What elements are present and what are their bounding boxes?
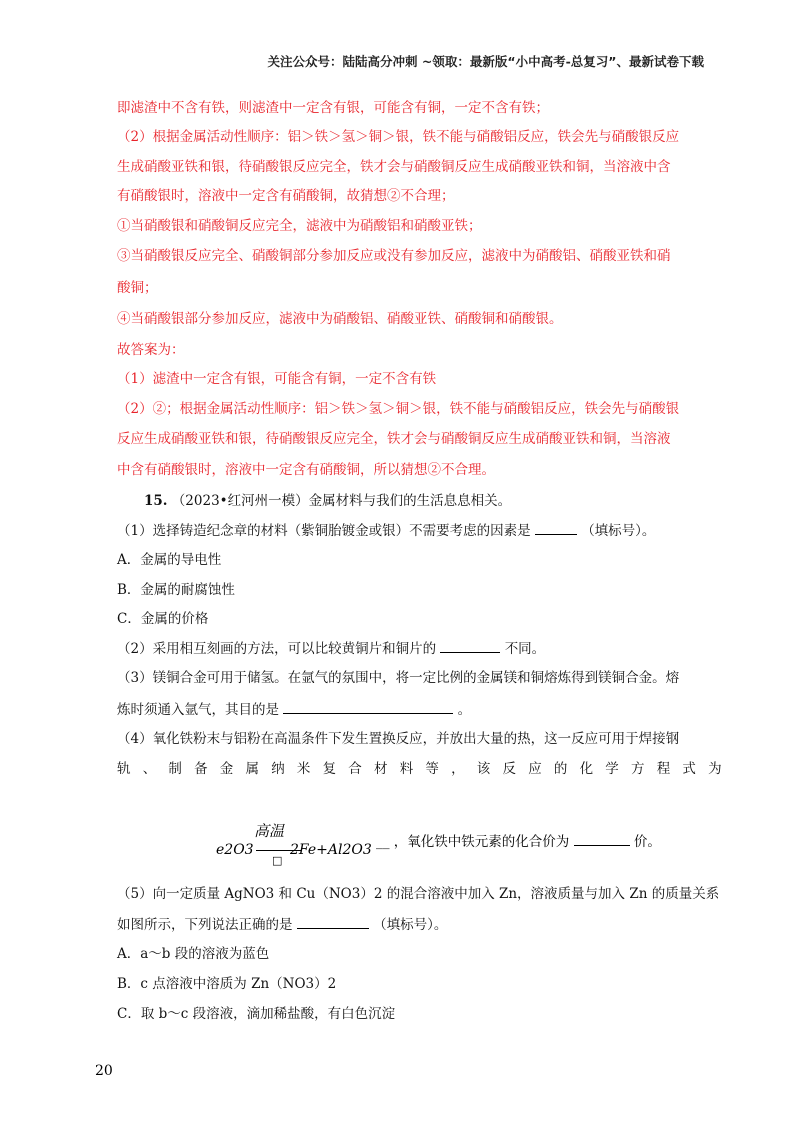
answer-blank[interactable] xyxy=(574,831,630,846)
question-part-2 xyxy=(117,638,545,659)
answer-blank[interactable] xyxy=(535,520,577,535)
answer-line: （2）根据金属活动性顺序：铝＞铁＞氢＞铜＞银，铁不能与硝酸铝反应，铁会先与硝酸银反应 xyxy=(117,129,680,145)
part-5b-text: 如图所示，下列说法正确的是 xyxy=(117,917,293,933)
valence-question xyxy=(376,830,661,850)
part-2-end: 不同。 xyxy=(504,641,546,657)
part-5b-end: （填标号）。 xyxy=(373,917,448,933)
answer-blank[interactable] xyxy=(283,699,453,714)
equation-products: 2Fe+Al2O3 xyxy=(290,842,372,858)
option-a: A．金属的导电性 xyxy=(117,552,222,568)
part-2-text: （2）采用相互刻画的方法，可以比较黄铜片和铜片的 xyxy=(117,641,437,657)
answer-line: 有硝酸银时，溶液中一定含有硝酸铜，故猜想②不合理； xyxy=(117,188,455,204)
question-part-5b xyxy=(117,914,447,935)
answer-line: ①当硝酸银和硝酸铜反应完全，滤液中为硝酸铝和硝酸亚铁； xyxy=(117,218,482,234)
valence-end: 价。 xyxy=(633,834,661,850)
question-part-3b xyxy=(117,699,471,720)
option-b: B．金属的耐腐蚀性 xyxy=(117,582,235,598)
answer-blank[interactable] xyxy=(440,638,500,653)
page-number: 20 xyxy=(95,1063,113,1079)
answer-line: 生成硝酸亚铁和银，待硝酸银反应完全，铁才会与硝酸铜反应生成硝酸亚铁和铜，当溶液中含 xyxy=(117,159,671,175)
answer-line: 酸铜； xyxy=(117,280,158,296)
option-5a: A．a～b 段的溶液为蓝色 xyxy=(117,946,270,962)
question-stem-text: （2023•红河州一模）金属材料与我们的生活息息相关。 xyxy=(171,493,512,509)
part-1-text: （1）选择铸造纪念章的材料（紫铜胎镀金或银）不需要考虑的因素是 xyxy=(117,523,531,539)
question-part-5a: （5）向一定质量 AgNO3 和 Cu（NO3）2 的混合溶液中加入 Zn，溶液质量与加入 Zn 的质量关系 xyxy=(117,886,720,902)
chemical-equation xyxy=(216,820,661,870)
reaction-condition: 高温 xyxy=(254,822,285,840)
valence-text: ，氧化铁中铁元素的化合价为 xyxy=(393,834,570,850)
question-part-1 xyxy=(117,520,655,541)
part-3b-text: 炼时须通入氩气，其目的是 xyxy=(117,702,279,718)
part-1-end: （填标号）。 xyxy=(581,523,656,539)
page-header: 关注公众号：陆陆高分冲刺 ~领取：最新版“小中高考-总复习”、最新试卷下载 xyxy=(267,54,704,69)
answer-line: （2）②；根据金属活动性顺序：铝＞铁＞氢＞铜＞银，铁不能与硝酸铝反应，铁会先与硝酸银 xyxy=(117,401,680,417)
question-number: 15. xyxy=(144,493,168,509)
question-part-4a: （4）氧化铁粉末与铝粉在高温条件下发生置换反应，并放出大量的热，这一反应可用于焊接钢 xyxy=(117,731,680,747)
answer-line: 中含有硝酸银时，溶液中一定含有硝酸铜，所以猜想②不合理。 xyxy=(117,462,495,478)
equation-blank[interactable]: __ xyxy=(376,834,390,850)
option-5b: B．c 点溶液中溶质为 Zn（NO3）2 xyxy=(117,976,337,992)
answer-line: 故答案为： xyxy=(117,342,185,358)
answer-line: ③当硝酸银反应完全、硝酸铜部分参加反应或没有参加反应，滤液中为硝酸铝、硝酸亚铁和硝 xyxy=(117,248,671,264)
answer-blank[interactable] xyxy=(297,914,369,929)
option-5c: C．取 b～c 段溶液，滴加稀盐酸，有白色沉淀 xyxy=(117,1006,396,1022)
question-part-4b: 轨、制备金属纳米复合材料等，该反应的化学方程式为 xyxy=(117,761,734,777)
answer-line: ④当硝酸银部分参加反应，滤液中为硝酸铝、硝酸亚铁、硝酸铜和硝酸银。 xyxy=(117,311,563,327)
question-stem xyxy=(144,491,511,511)
option-c: C．金属的价格 xyxy=(117,611,209,627)
answer-line: 即滤渣中不含有铁，则滤渣中一定含有银，可能含有铜，一定不含有铁； xyxy=(117,100,549,116)
answer-line: （1）滤渣中一定含有银，可能含有铜，一定不含有铁 xyxy=(117,371,437,387)
part-3b-end: 。 xyxy=(457,702,472,718)
question-part-3a: （3）镁铜合金可用于储氢。在氩气的氛围中，将一定比例的金属镁和铜熔炼得到镁铜合金。熔 xyxy=(117,670,680,686)
equation-reactants: e2O3 xyxy=(216,842,254,858)
placeholder-box-icon: □ xyxy=(272,854,283,867)
answer-line: 反应生成硝酸亚铁和银，待硝酸银反应完全，铁才会与硝酸铜反应生成硝酸亚铁和铜，当溶液 xyxy=(117,431,671,447)
